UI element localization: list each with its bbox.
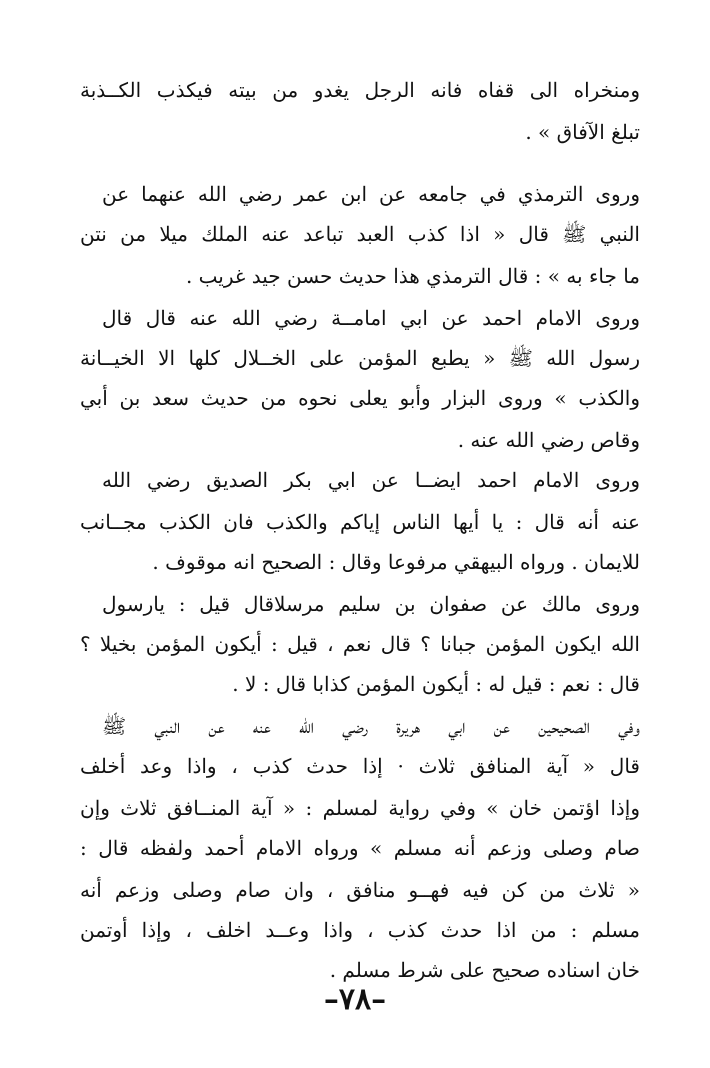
text-line: للايمان . ورواه البيهقي مرفوعا وقال : الصحيح انه موقوف . bbox=[152, 550, 640, 574]
text-line: وفي الصحيحين عن ابي هريرة رضي الله عنه عن النبي ﷺ bbox=[102, 714, 640, 738]
text-line: عنه أنه قال : يا أيها الناس إياكم والكذب فان الكذب مجــانب bbox=[80, 510, 640, 534]
text-line: ما جاء به » : قال الترمذي هذا حديث حسن جيد غريب . bbox=[185, 264, 640, 288]
text-line: تبلغ الآفاق » . bbox=[525, 120, 640, 144]
text-line: النبي ﷺ قال « اذا كذب العبد تباعد عنه الملك ميلا من نتن bbox=[80, 222, 640, 246]
text-line: وروى الترمذي في جامعه عن ابن عمر رضي الله عنهما عن bbox=[102, 182, 640, 206]
text-line: خان اسناده صحيح على شرط مسلم . bbox=[329, 958, 640, 982]
text-line: والكذب » وروى البزار وأبو يعلى نحوه من حديث سعد بن أبي bbox=[80, 386, 640, 410]
text-line: رسول الله ﷺ « يطبع المؤمن على الخــلال كلها الا الخيــانة bbox=[80, 346, 640, 370]
text-line: « ثلاث من كن فيه فهــو منافق ، وان صام وصلى وزعم أنه bbox=[80, 878, 640, 902]
text-line: وروى الامام احمد ايضــا عن ابي بكر الصديق رضي الله bbox=[102, 468, 640, 492]
text-line: قال « آية المنافق ثلاث · إذا حدث كذب ، واذا وعد أخلف bbox=[80, 754, 640, 778]
text-line: وروى الامام احمد عن ابي امامــة رضي الله عنه قال قال bbox=[102, 306, 640, 330]
text-line: صام وصلى وزعم أنه مسلم » ورواه الامام أحمد ولفظه قال : bbox=[80, 836, 640, 860]
text-line: قال : نعم : قيل له : أيكون المؤمن كذابا قال : لا . bbox=[232, 672, 640, 696]
text-line: ومنخراه الى قفاه فانه الرجل يغدو من بيته فيكذب الكــذبة bbox=[80, 78, 640, 102]
text-line: الله ايكون المؤمن جبانا ؟ قال نعم ، قيل : أيكون المؤمن بخيلا ؟ bbox=[80, 632, 640, 656]
text-line: مسلم : من اذا حدث كذب ، واذا وعــد اخلف ، وإذا أوتمن bbox=[80, 918, 640, 942]
text-line: وروى مالك عن صفوان بن سليم مرسلاقال قيل : يارسول bbox=[102, 592, 640, 616]
page-body bbox=[80, 72, 640, 1012]
text-line: وإذا اؤتمن خان » وفي رواية لمسلم : « آية المنــافق ثلاث وإن bbox=[80, 796, 640, 820]
text-line: وقاص رضي الله عنه . bbox=[457, 428, 640, 452]
page-number: –٧٨– bbox=[323, 982, 387, 1017]
